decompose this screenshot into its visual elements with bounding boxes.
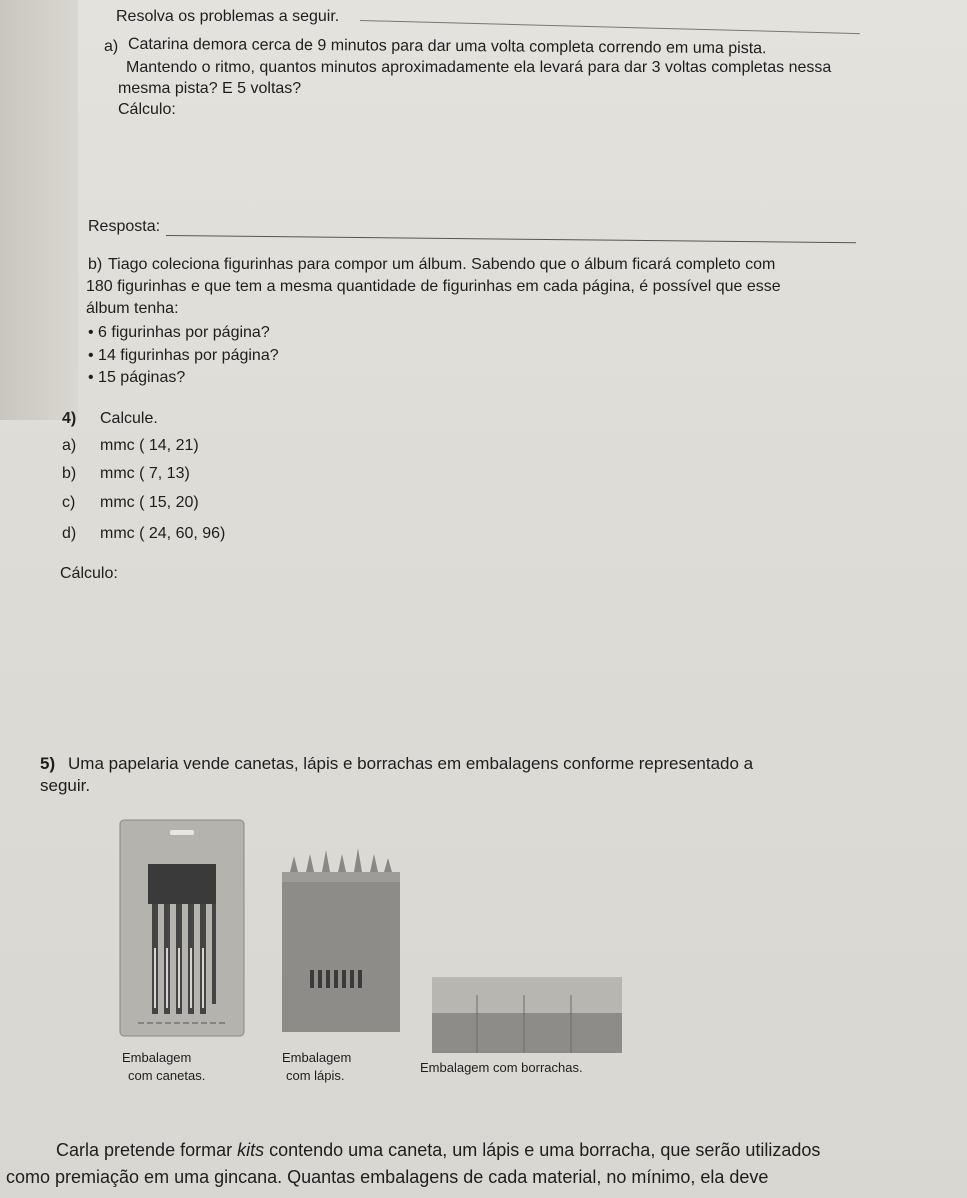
q4-c-label: c) — [62, 494, 76, 511]
pencils-package — [276, 848, 406, 1033]
q4-c-expr: mmc ( 15, 20) — [100, 494, 199, 511]
problem-a-line3: mesma pista? E 5 voltas? — [118, 80, 302, 97]
erasers-package — [430, 975, 625, 1055]
pens-package — [118, 818, 246, 1038]
caption-pencils-1: Embalagem — [282, 1050, 352, 1065]
answer-label: Resposta: — [88, 218, 161, 235]
problem-b-line2: 180 figurinhas e que tem a mesma quantidade de figurinhas em cada página, é possível que esse — [86, 278, 781, 295]
bullet-item: • 6 figurinhas por página? — [88, 324, 270, 341]
instruction: Resolva os problemas a seguir. — [116, 8, 340, 25]
caption-pens-1 — [122, 1050, 191, 1065]
bullet-item: • 15 páginas? — [88, 369, 186, 386]
page-shadow — [0, 0, 78, 420]
q4-b-expr: mmc ( 7, 13) — [100, 465, 190, 482]
problem-b-label: b) — [88, 256, 103, 273]
q4-a-label: a) — [62, 437, 77, 454]
q5-number: 5) — [40, 754, 56, 773]
q4-d-label: d) — [62, 525, 77, 542]
caption-pencils-2: com lápis. — [286, 1068, 345, 1083]
kits-word: kits — [237, 1140, 265, 1160]
q5-bottom-line2: como premiação em uma gincana. Quantas embalagens de cada material, no mínimo, ela deve — [6, 1167, 769, 1187]
problem-a-line2: Mantendo o ritmo, quantos minutos aproximadamente ela levará para dar 3 voltas completas nessa — [126, 59, 832, 76]
bullet-item: • 14 figurinhas por página? — [88, 347, 279, 364]
caption-pens-1-initial: E — [122, 1050, 131, 1065]
problem-a-label: a) — [104, 38, 119, 55]
q4-b-label: b) — [62, 465, 77, 482]
q4-title: Calcule. — [100, 410, 158, 427]
problem-a-line1: Catarina demora cerca de 9 minutos para dar uma volta completa correndo em uma pista. — [127, 35, 767, 58]
caption-pens-1-rest: mbalagem — [130, 1050, 192, 1065]
calc-label-a: Cálculo: — [118, 101, 176, 118]
problem-b-line3: álbum tenha: — [86, 300, 179, 317]
q4-a-expr: mmc ( 14, 21) — [100, 437, 199, 454]
problem-b-line1: Tiago coleciona figurinhas para compor um álbum. Sabendo que o álbum ficará completo com — [108, 256, 776, 273]
q5-line2: seguir. — [40, 776, 91, 795]
caption-erasers: Embalagem com borrachas. — [420, 1060, 583, 1075]
q4-number: 4) — [62, 410, 77, 427]
q4-d-expr: mmc ( 24, 60, 96) — [100, 525, 226, 542]
q5-line1: Uma papelaria vende canetas, lápis e borrachas em embalagens conforme representado a — [68, 754, 754, 773]
q5-bottom-line1: Carla pretende formar kits contendo uma caneta, um lápis e uma borracha, que serão utilizados — [56, 1140, 821, 1160]
caption-pens-2: com canetas. — [128, 1068, 206, 1083]
calc-label-q4: Cálculo: — [60, 565, 118, 582]
